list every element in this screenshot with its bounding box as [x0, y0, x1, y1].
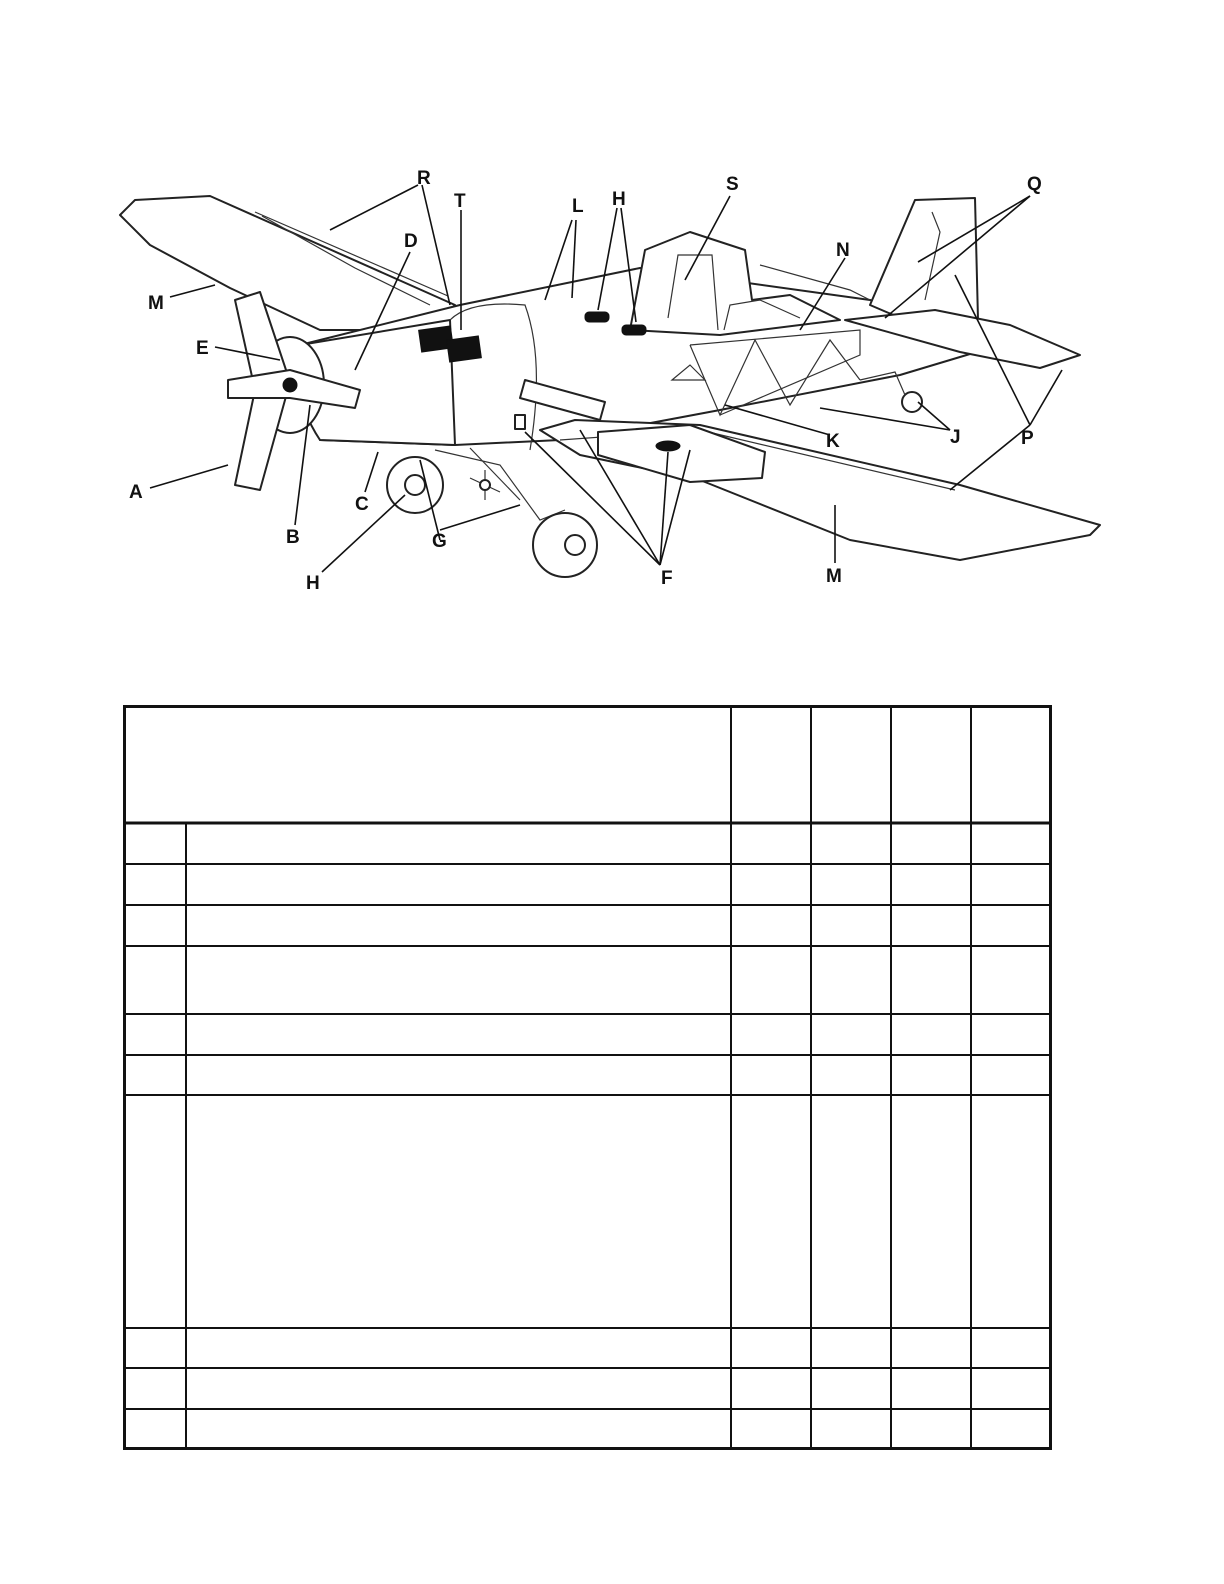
callout-h-gear: H	[306, 573, 320, 594]
aircraft-callout-figure	[0, 0, 1224, 640]
canopy	[630, 232, 840, 335]
inspection-checklist-table	[123, 705, 1052, 1450]
callout-h-top: H	[612, 189, 626, 210]
table-border	[125, 707, 1051, 1449]
callout-j: J	[950, 427, 961, 448]
aircraft-illustration	[0, 0, 1224, 640]
callout-e: E	[196, 338, 209, 359]
callout-k: K	[826, 431, 840, 452]
callout-g: G	[432, 531, 447, 552]
callout-p: P	[1021, 428, 1034, 449]
callout-m-left: M	[148, 293, 164, 314]
callout-d: D	[404, 231, 418, 252]
callout-m-right: M	[826, 566, 842, 587]
callout-t: T	[454, 191, 466, 212]
callout-n: N	[836, 240, 850, 261]
callout-r: R	[417, 168, 431, 189]
checklist-grid	[123, 705, 1052, 1450]
callout-q: Q	[1027, 174, 1042, 195]
callout-c: C	[355, 494, 369, 515]
callout-a: A	[129, 482, 143, 503]
callout-l: L	[572, 196, 584, 217]
callout-b: B	[286, 527, 300, 548]
callout-s: S	[726, 174, 739, 195]
callout-f: F	[661, 568, 673, 589]
